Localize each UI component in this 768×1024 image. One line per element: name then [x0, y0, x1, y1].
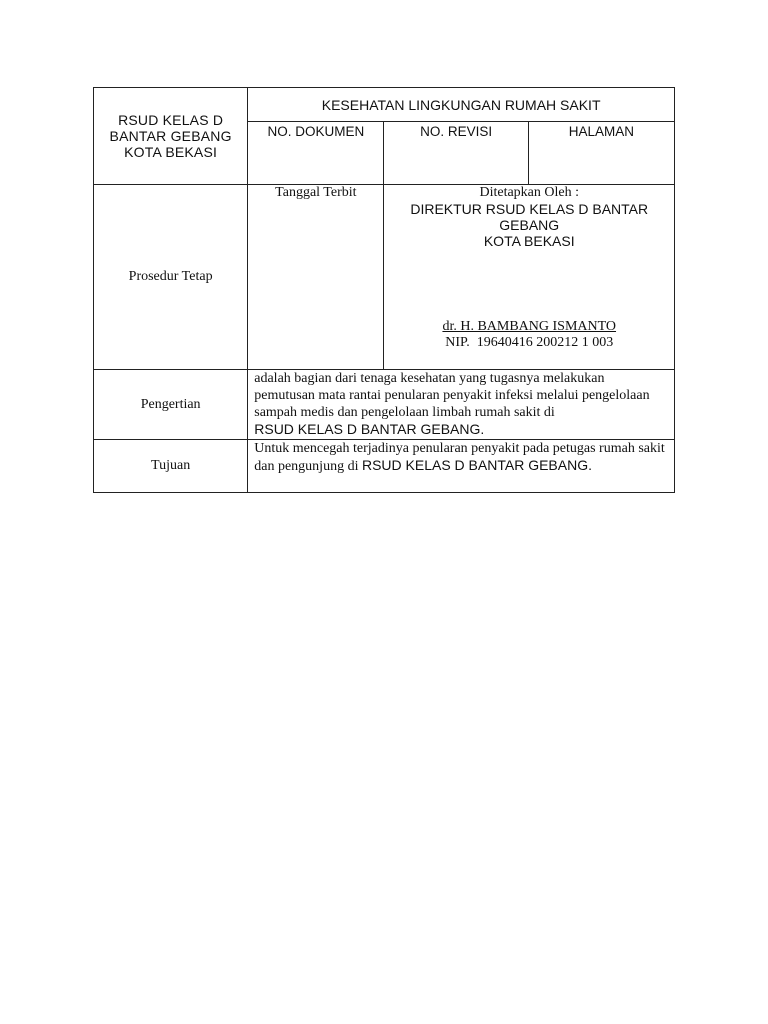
authority-line-3: KOTA BEKASI — [483, 233, 575, 249]
purpose-body: Untuk mencegah terjadinya penularan penyakit pada petugas rumah sakit dan pengunjung di — [254, 441, 665, 474]
sop-table — [93, 87, 675, 493]
signature-block — [384, 319, 674, 351]
purpose-institution: RSUD KELAS D BANTAR GEBANG. — [361, 457, 592, 473]
revision-number-label: NO. REVISI — [384, 122, 528, 185]
institution-line-1: RSUD KELAS D — [118, 112, 224, 128]
institution-line-3: KOTA BEKASI — [124, 144, 218, 160]
definition-body: adalah bagian dari tenaga kesehatan yang tugasnya melakukan pemutusan mata rantai penularan penyakit infeksi melalui pengelolaan sampah medis dan pengelolaan limbah rumah sakit di — [254, 371, 650, 420]
document-title: KESEHATAN LINGKUNGAN RUMAH SAKIT — [248, 88, 675, 122]
approval-block — [384, 185, 675, 370]
definition-institution: RSUD KELAS D BANTAR GEBANG. — [254, 421, 485, 437]
definition-text — [248, 370, 675, 440]
authority-line-2: GEBANG — [499, 217, 560, 233]
procedure-label: Prosedur Tetap — [94, 185, 248, 370]
purpose-text — [248, 440, 675, 493]
definition-label: Pengertian — [94, 370, 248, 440]
established-by-label: Ditetapkan Oleh : — [479, 185, 579, 200]
issue-date-label: Tanggal Terbit — [248, 185, 384, 370]
document-number-label: NO. DOKUMEN — [248, 122, 384, 185]
signer-nip: NIP. 19640416 200212 1 003 — [445, 335, 614, 350]
signer-name: dr. H. BAMBANG ISMANTO — [442, 319, 617, 334]
page-label: HALAMAN — [528, 122, 674, 185]
institution-line-2: BANTAR GEBANG — [109, 128, 232, 144]
authority-line-1: DIREKTUR RSUD KELAS D BANTAR — [410, 201, 649, 217]
institution-name — [94, 88, 248, 185]
purpose-label: Tujuan — [94, 440, 248, 493]
